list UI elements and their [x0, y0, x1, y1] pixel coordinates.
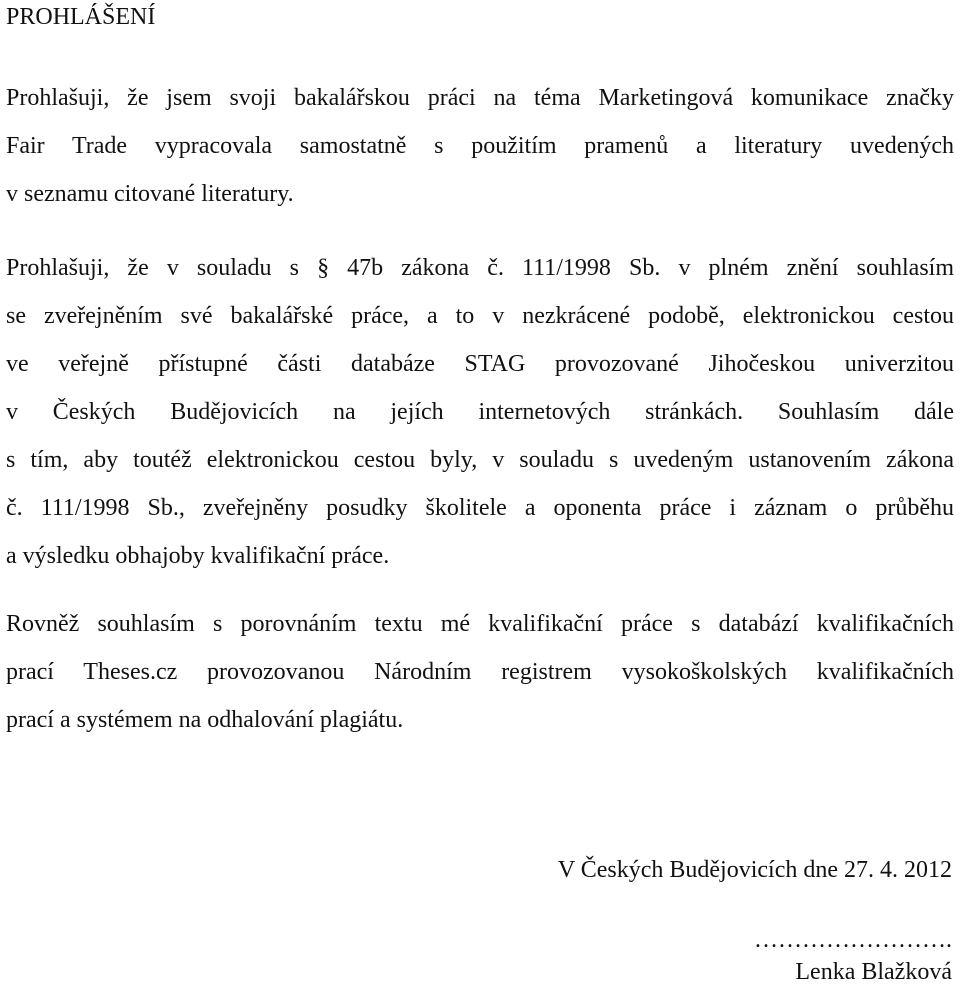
place-and-date: V Českých Budějovicích dne 27. 4. 2012	[557, 857, 952, 883]
paragraph-line: s tím, aby toutéž elektronickou cestou byly, v souladu s uvedeným ustanovením zákona	[6, 447, 954, 473]
paragraph-line: se zveřejněním své bakalářské práce, a to v nezkrácené podobě, elektronickou cestou	[6, 303, 954, 329]
paragraph-line: prací a systémem na odhalování plagiátu.	[6, 707, 404, 733]
paragraph-line: Rovněž souhlasím s porovnáním textu mé kvalifikační práce s databází kvalifikačních	[6, 611, 954, 637]
paragraph-line: v seznamu citované literatury.	[6, 181, 294, 207]
paragraph-line: Prohlašuji, že jsem svoji bakalářskou práci na téma Marketingová komunikace značky	[6, 85, 954, 111]
paragraph-line: prací Theses.cz provozovanou Národním registrem vysokoškolských kvalifikačních	[6, 659, 954, 685]
paragraph-consent-plagiarism	[6, 610, 954, 754]
paragraph-line: ve veřejně přístupné části databáze STAG provozované Jihočeskou univerzitou	[6, 351, 954, 377]
paragraph-line: č. 111/1998 Sb., zveřejněny posudky školitele a oponenta práce i záznam o průběhu	[6, 495, 954, 521]
paragraph-consent-publication	[6, 254, 954, 590]
paragraph-line: Prohlašuji, že v souladu s § 47b zákona č. 111/1998 Sb. v plném znění souhlasím	[6, 255, 954, 281]
paragraph-line: a výsledku obhajoby kvalifikační práce.	[6, 543, 390, 569]
page-title: PROHLÁŠENÍ	[6, 4, 156, 30]
paragraph-line: Fair Trade vypracovala samostatně s použitím pramenů a literatury uvedených	[6, 133, 954, 159]
paragraph-line: v Českých Budějovicích na jejích internetových stránkách. Souhlasím dále	[6, 399, 954, 425]
signature-line: …………………….	[754, 927, 952, 953]
signature-name: Lenka Blažková	[795, 959, 952, 985]
paragraph-declaration	[6, 84, 954, 228]
